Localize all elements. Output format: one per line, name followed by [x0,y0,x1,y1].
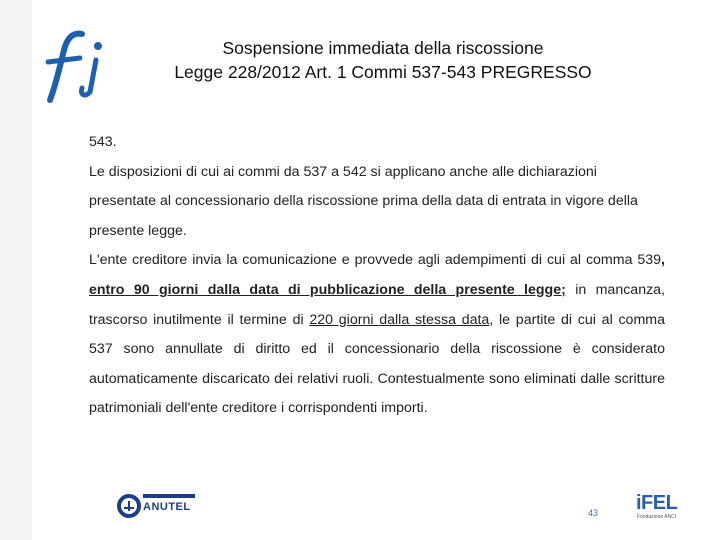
title-line-2: Legge 228/2012 Art. 1 Commi 537-543 PREGRESSO [174,62,592,82]
paragraph-1: Le disposizioni di cui ai commi da 537 a 542 si applicano anche alle dichiarazioni presentate al concessionario della riscossione prima della data di entrata in vigore della presente legge. [89,163,638,239]
anutel-logo [116,492,196,520]
anutel-bar [143,494,195,498]
p2-part3: , le partite di cui al comma 537 sono annullate di diritto ed il concessionario della riscossione è considerato automaticamente discaricato dei relativi ruoli. Contestualmente sono eliminati dalle scritture patrimoniali dell'ente creditore i corrispondenti importi. [89,311,665,417]
title-line-1: Sospensione immediata della riscossione [222,38,544,58]
ifel-logo [636,492,696,522]
fi-logo-icon [40,26,106,104]
side-band [0,0,32,540]
anutel-emblem-icon [116,493,142,519]
p2-comma: , [661,252,665,269]
body-text [89,128,665,424]
page-number: 43 [588,508,599,518]
p2-deadline-220-days: 220 giorni dalla stessa data [309,311,490,328]
ifel-logo-subtext: Fondazione ANCI [637,514,677,520]
section-number: 543. [89,134,117,150]
anutel-logo-text: ANUTEL [143,501,191,513]
paragraph-2 [89,246,665,424]
p2-part2: in mancanza, trascorso inutilmente il termine di [89,281,666,328]
p2-deadline-90-days: entro 90 giorni dalla data di pubblicazione della presente legge; [89,281,566,298]
p2-part1: L'ente creditore invia la comunicazione e provvede agli adempimenti di cui al comma 539 [89,252,662,269]
ifel-logo-text: iFEL [636,492,678,514]
slide-title [110,36,656,84]
